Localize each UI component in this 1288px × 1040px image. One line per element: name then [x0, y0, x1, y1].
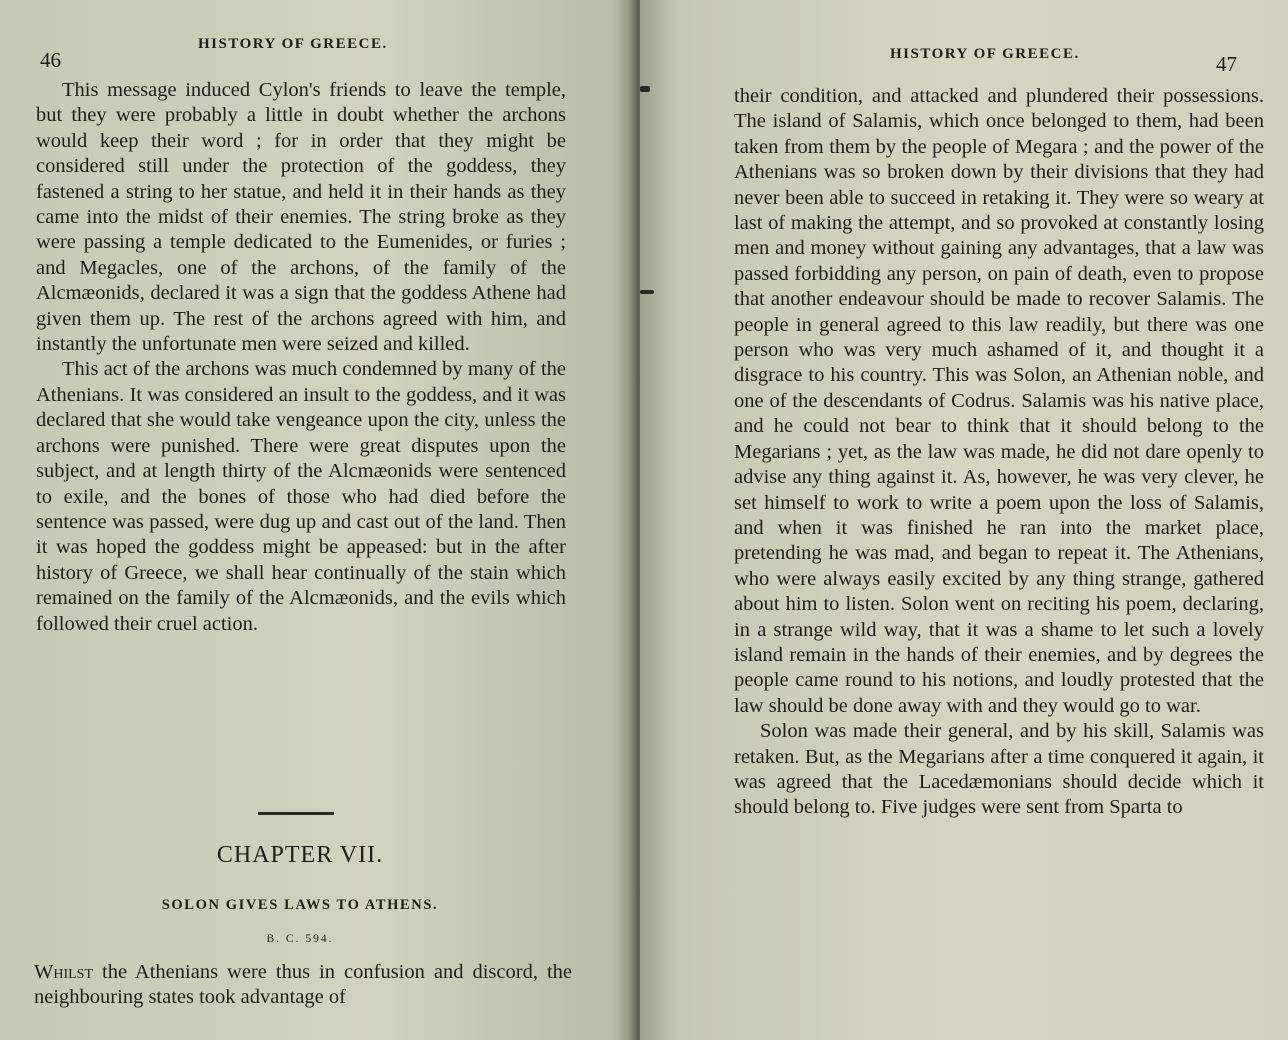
- left-running-head: HISTORY OF GREECE.: [198, 36, 388, 52]
- right-page: [640, 0, 1288, 1040]
- chapter-divider-rule: [258, 812, 334, 815]
- chapter-opening-body: the Athenians were thus in confusion and discord, the neighbouring states took advantage of: [34, 961, 572, 1009]
- chapter-title: CHAPTER VII.: [216, 842, 384, 868]
- chapter-date: B. C. 594.: [266, 933, 334, 945]
- binding-mark: [640, 290, 654, 294]
- left-paragraph-1: This message induced Cylon's friends to leave the temple, but they were probably a little in doubt whether the archons would keep their word ; for in order that they might be considered still under the protection of the goddess, they fastened a string to her statue, and held it in their hands as they came into the midst of their enemies. The string broke as they were passing a temple dedicated to the Eumenides, or furies ; and Megacles, one of the archons, of the family of the Alcmæonids, declared it was a sign that the goddess Athene had given them up. The rest of the archons agreed with him, and instantly the unfortunate men were seized and killed.: [36, 79, 566, 356]
- left-paragraph-2: This act of the archons was much condemned by many of the Athenians. It was considered an insult to the goddess, and it was declared that she would take vengeance upon the city, unless the archons were punished. There were great disputes upon the subject, and at length thirty of the Alcmæonids were sentenced to exile, and the bones of those who had died before the sentence was passed, were dug up and cast out of the land. Then it was hoped the goddess might be appeased: but in the after history of Greece, we shall hear continually of the stain which remained on the family of the Alcmæonids, and the evils which followed their cruel action.: [36, 358, 566, 635]
- right-running-head: HISTORY OF GREECE.: [890, 46, 1080, 62]
- right-paragraph-2: Solon was made their general, and by his skill, Salamis was retaken. But, as the Megarians after a time conquered it again, it was agreed that the Lacedæmonians should decide which it should belong to. Five judges were sent from Sparta to: [734, 720, 1264, 819]
- right-paragraph-1: their condition, and attacked and plundered their possessions. The island of Salamis, which once belonged to them, had been taken from them by the people of Megara ; and the power of the Athenians was so broken down by their divisions that they had never been able to succeed in retaking it. They were so weary at last of making the attempt, and so provoked at constantly losing men and money without gaining any advantages, that a law was passed forbidding any person, on pain of death, even to propose that another endeavour should be made to recover Salamis. The people in general agreed to this law readily, but there was one person who was very much ashamed of it, and thought it a disgrace to his country. This was Solon, an Athenian noble, and one of the descendants of Codrus. Salamis was his native place, and he could not bear to think that it should belong to the Megarians ; yet, as the law was made, he did not dare openly to advise any thing against it. As, however, he was very clever, he set himself to work to write a poem upon the loss of Salamis, and when it was finished he ran into the market place, pretending he was mad, and began to repeat it. The Athenians, who were always easily excited by any thing strange, gathered about him to listen. Solon went on reciting his poem, declaring, in a strange wild way, that it was a shame to let such a lovely island remain in the hands of their enemies, and by degrees the people came round to his notions, and loudly protested that the law should be done away with and they would go to war.: [734, 85, 1264, 717]
- chapter-opening-text: [34, 960, 572, 1011]
- left-page-number: 46: [40, 48, 61, 72]
- right-body-text: [734, 84, 1264, 821]
- left-body-text: [36, 78, 566, 637]
- chapter-subtitle: SOLON GIVES LAWS TO ATHENS.: [161, 897, 439, 913]
- chapter-first-word: Whilst: [34, 961, 94, 983]
- right-page-number: 47: [1216, 52, 1237, 76]
- left-page: [0, 0, 632, 1040]
- binding-mark: [640, 86, 650, 92]
